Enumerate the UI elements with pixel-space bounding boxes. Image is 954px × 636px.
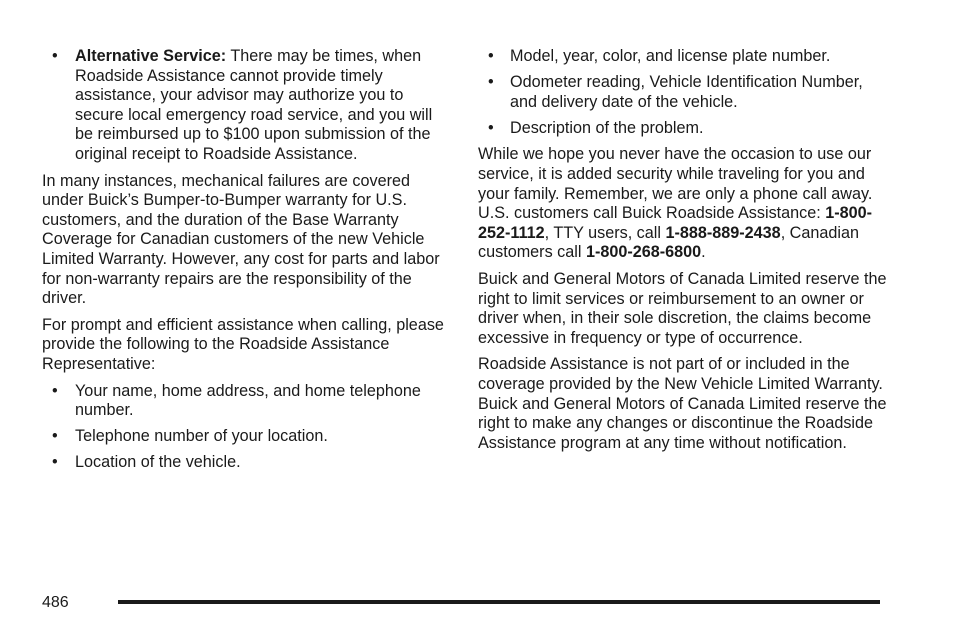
- list-item: • Location of the vehicle.: [52, 453, 241, 472]
- left-column: [42, 47, 444, 480]
- right-column: [478, 47, 888, 460]
- list-item: • Model, year, color, and license plate number.: [488, 47, 831, 65]
- alt-service-text: There may be times, when Roadside Assistance cannot provide timely assistance, your advisor may authorize you to secure local emergency road service, and you will be reimbursed up to $100 upon submission of the original receipt to Roadside Assistance.: [75, 47, 433, 163]
- bullet-icon: •: [52, 453, 58, 472]
- bullet-icon: •: [52, 381, 58, 400]
- footer-rule: [118, 600, 880, 604]
- bullet-icon: •: [488, 118, 494, 137]
- bullet-icon: •: [52, 427, 58, 446]
- list-item: • Odometer reading, Vehicle Identification Number, and delivery date of the vehicle.: [488, 73, 863, 111]
- alt-service-title: Alternative Service:: [75, 47, 227, 65]
- page-number: 486: [42, 594, 69, 611]
- phone-tty: 1-888-889-2438: [665, 223, 781, 242]
- list-item: • Telephone number of your location.: [52, 427, 328, 446]
- bullet-icon: •: [52, 47, 58, 65]
- paragraph-contact-numbers: While we hope you never have the occasion to use our service, it is added security while traveling for you and your family. Remember, we are only a phone call away. U.S. customers call Buick Roadside Assistance: 1-800-252-1112, TTY users, call 1-888-889-2438, Canadian customers call 1-800-268-6800.: [478, 145, 873, 262]
- paragraph-prompt-assistance: For prompt and efficient assistance when calling, please provide the following to the Roadside Assistance Representative:: [42, 315, 444, 373]
- bullet-icon: •: [488, 73, 494, 92]
- alt-service-list: [42, 47, 444, 165]
- list-item: • Your name, home address, and home telephone number.: [52, 381, 421, 420]
- bullet-icon: •: [488, 47, 494, 65]
- phone-us: 1-800-252-1112: [478, 204, 873, 242]
- vehicle-info-list: [478, 47, 888, 138]
- list-item: • Description of the problem.: [488, 118, 704, 137]
- paragraph-reserve-right: Buick and General Motors of Canada Limited reserve the right to limit services or reimbursement to an owner or driver when, in their sole discretion, the claims become excessive in frequency or type of occurrence.: [478, 269, 887, 347]
- phone-canada: 1-800-268-6800: [585, 243, 702, 262]
- list-item: [42, 47, 444, 165]
- caller-info-list: [42, 382, 444, 473]
- paragraph-not-included: Roadside Assistance is not part of or included in the coverage provided by the New Vehicle Limited Warranty. Buick and General Motors of Canada Limited reserve the right to make any changes or discontinue the Roadside Assistance program at any time without notification.: [478, 355, 887, 452]
- paragraph-mechanical-failures: In many instances, mechanical failures are covered under Buick’s Bumper-to-Bumper warranty for U.S. customers, and the duration of the Base Warranty Coverage for Canadian customers of the new Vehicle Limited Warranty. However, any cost for parts and labor for non-warranty repairs are the responsibility of the driver.: [42, 171, 440, 308]
